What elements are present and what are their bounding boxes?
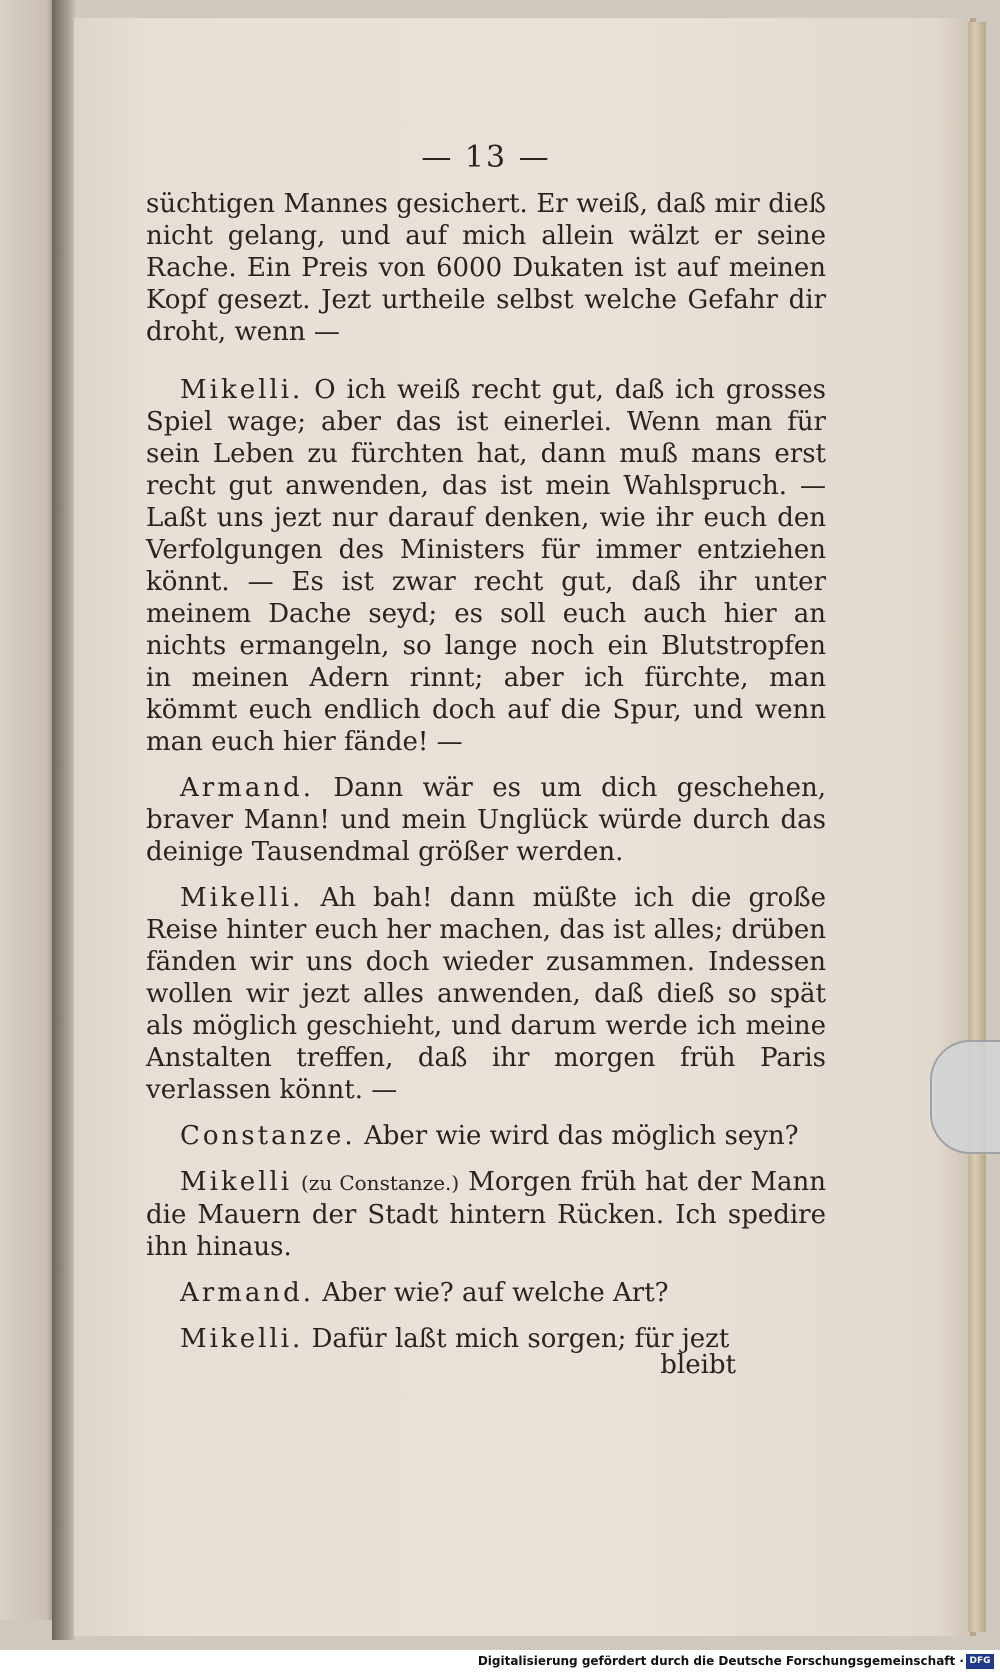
paragraph-text: süchtigen Mannes gesichert. Er weiß, daß mir dieß nicht gelang, und auf mich allein wälzt er seine Rache. Ein Preis von 6000 Dukaten ist auf meinen Kopf gesezt. Jezt urtheile selbst welche Gefahr dir droht, wenn — [146, 189, 826, 347]
speaker-name: Armand. [180, 773, 315, 803]
dialogue-line [146, 1166, 826, 1263]
stage-direction: (zu Constanze.) [301, 1171, 460, 1195]
dialogue-text: Aber wie? auf welche Art? [322, 1278, 669, 1308]
paragraph [146, 188, 826, 348]
page-number: — 13 — [421, 140, 551, 175]
dialogue-line [146, 1120, 826, 1152]
dialogue-text: Ah bah! dann müßte ich die große Reise hinter euch her machen, das ist alles; drüben fänden wir uns doch wieder zusammen. Indessen wollen wir jezt alles anwenden, daß dieß so spät als möglich geschieht, und darum werde ich meine Anstalten treffen, daß ihr morgen früh Paris verlassen könnt. — [146, 883, 826, 1105]
catchword: bleibt [660, 1350, 736, 1380]
dialogue-line [146, 772, 826, 868]
footer-bar [0, 1650, 1000, 1674]
dialogue-line [146, 374, 826, 758]
page-clip [930, 1040, 1000, 1154]
funding-credit: Digitalisierung gefördert durch die Deutsche Forschungsgemeinschaft · [477, 1654, 964, 1668]
speaker-name: Armand. [180, 1278, 315, 1308]
speaker-name: Constanze. [180, 1121, 356, 1151]
speaker-name: Mikelli. [180, 883, 304, 913]
dialogue-line [146, 882, 826, 1106]
dialogue-text: Dafür laßt mich sorgen; für jezt [311, 1324, 730, 1354]
dfg-logo: DFG [966, 1654, 994, 1669]
dialogue-text: Morgen früh hat der Mann die Mauern der Stadt hintern Rücken. Ich spedire ihn hinaus. [146, 1167, 826, 1262]
left-page-edge [0, 0, 58, 1620]
speaker-name: Mikelli [180, 1167, 293, 1197]
dialogue-text: Dann wär es um dich geschehen, braver Mann! und mein Unglück würde durch das deinige Tausendmal größer werden. [146, 773, 827, 867]
speaker-name: Mikelli. [180, 1324, 304, 1354]
page-text [146, 142, 826, 1381]
dialogue-text: Aber wie wird das möglich seyn? [363, 1121, 799, 1151]
page-edge [968, 22, 986, 1632]
dialogue-text: O ich weiß recht gut, daß ich grosses Spiel wage; aber das ist einerlei. Wenn man für sein Leben zu fürchten hat, dann muß mans erst recht gut anwenden, das ist mein Wahlspruch. — Laßt uns jezt nur darauf denken, wie ihr euch den Verfolgungen des Ministers für immer entziehen könnt. — Es ist zwar recht gut, daß ihr unter meinem Dache seyd; es soll euch auch hier an nichts ermangeln, so lange noch ein Blutstropfen in meinen Adern rinnt; aber ich fürchte, man kömmt euch endlich doch auf die Spur, und wenn man euch hier fände! — [146, 375, 826, 757]
speaker-name: Mikelli. [180, 375, 304, 405]
dialogue-line [146, 1277, 826, 1309]
